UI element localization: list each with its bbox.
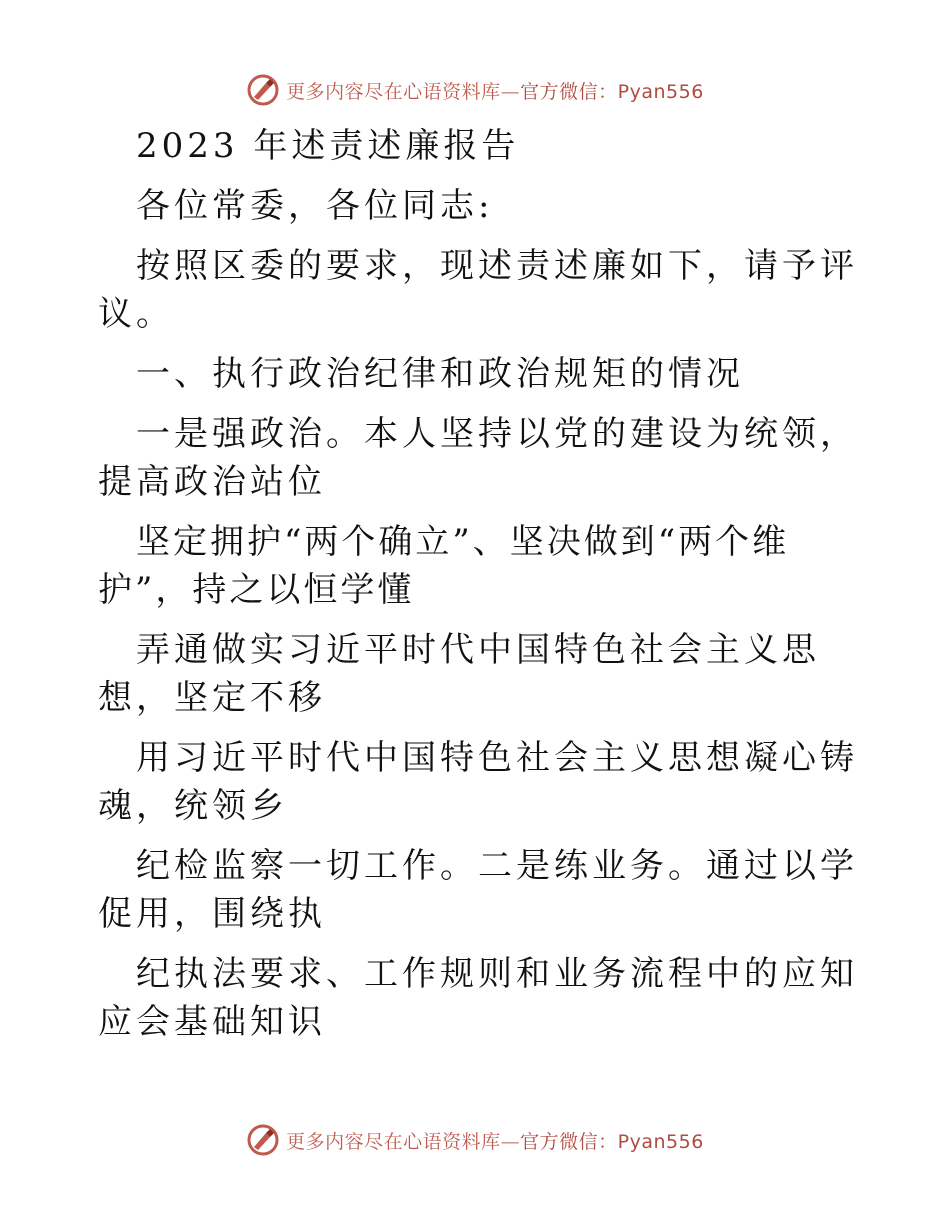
document-body [98, 122, 858, 1058]
watermark-dash: — [500, 80, 521, 103]
footer-watermark [0, 1120, 950, 1160]
watermark-text [286, 77, 704, 104]
paragraph: 一、执行政治纪律和政治规矩的情况 [136, 354, 744, 394]
document-title: 2023 年述责述廉报告 [136, 126, 520, 166]
paragraph: 纪检监察一切工作。二是练业务。通过以学促用，围绕执 [98, 846, 858, 934]
paragraph: 纪执法要求、工作规则和业务流程中的应知应会基础知识 [98, 954, 858, 1042]
watermark-contact: 官方微信：Pyan556 [520, 1130, 704, 1153]
paragraph: 一是强政治。本人坚持以党的建设为统领，提高政治站位 [98, 414, 858, 502]
paragraph: 各位常委，各位同志: [136, 186, 494, 226]
watermark-brand: 更多内容尽在心语资料库 [286, 1130, 501, 1153]
paragraph: 坚定拥护“两个确立”、坚决做到“两个维护”，持之以恒学懂 [98, 522, 790, 610]
watermark-dash: — [500, 1130, 521, 1153]
paragraph: 按照区委的要求，现述责述廉如下，请予评议。 [98, 246, 858, 334]
paragraph: 弄通做实习近平时代中国特色社会主义思想，坚定不移 [98, 630, 820, 718]
paragraph: 用习近平时代中国特色社会主义思想凝心铸魂，统领乡 [98, 738, 858, 826]
watermark-text [286, 1127, 704, 1154]
watermark-contact: 官方微信：Pyan556 [520, 80, 704, 103]
header-watermark [0, 70, 950, 110]
brand-seal-icon [246, 73, 280, 107]
brand-seal-icon [246, 1123, 280, 1157]
watermark-brand: 更多内容尽在心语资料库 [286, 80, 501, 103]
